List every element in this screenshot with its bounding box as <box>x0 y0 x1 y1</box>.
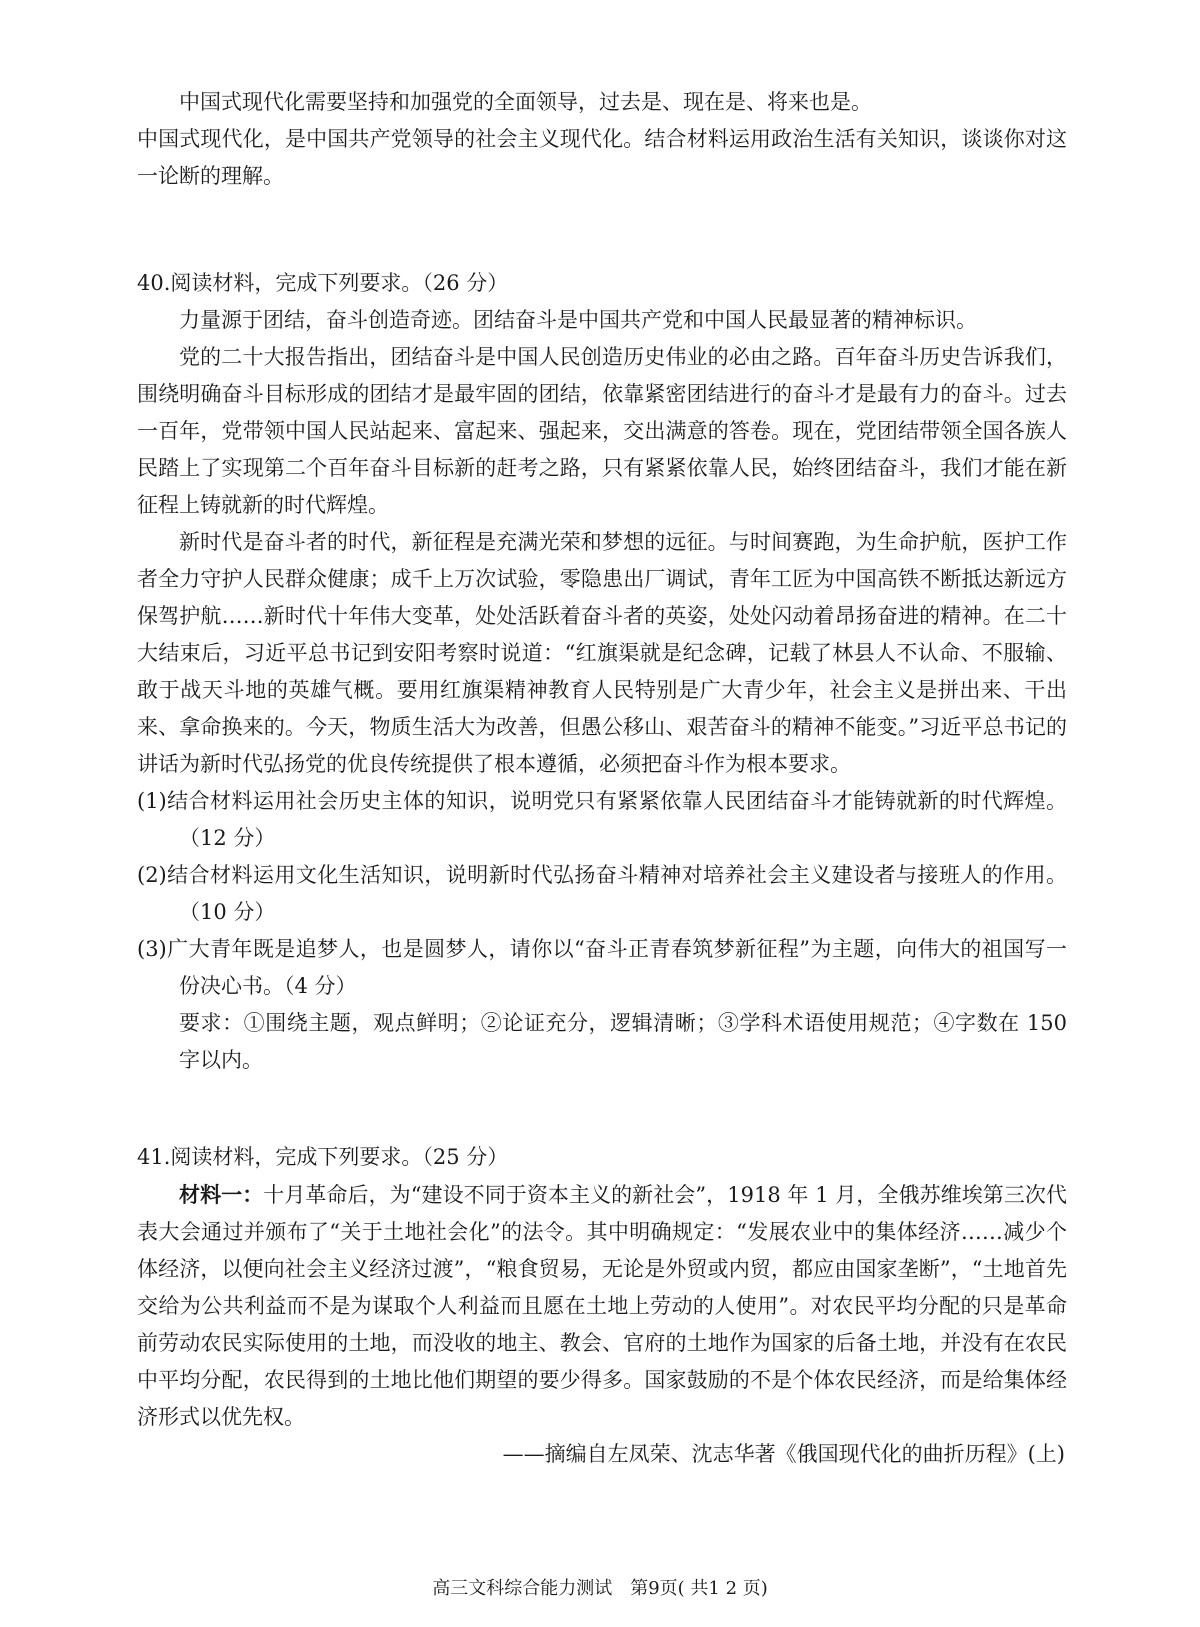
question-41-material-1 <box>137 1176 1067 1436</box>
question-40-requirement: 要求：①围绕主题，观点鲜明；②论证充分，逻辑清晰；③学科术语使用规范；④字数在 150 字以内。 <box>179 1011 1067 1072</box>
material-text: 十月革命后，为“建设不同于资本主义的新社会”，1918 年 1 月，全俄苏维埃第三次代表大会通过并颁布了“关于土地社会化”的法令。其中明确规定：“发展农业中的集体经济……减少个体经济，以便向社会主义经济过渡”，“粮食贸易，无论是外贸或内贸，都应由国家垄断”，“土地首先交给为公共利益而不是为谋取个人利益而且愿在土地上劳动的人使用”。对农民平均分配的只是革命前劳动农民实际使用的土地，而没收的地主、教会、官府的土地作为国家的后备土地，并没有在农民中平均分配，农民得到的土地比他们期望的要少得多。国家鼓励的不是个体农民经济，而是给集体经济形式以优先权。 <box>137 1183 1067 1429</box>
question-41 <box>137 1139 1067 1473</box>
page-footer: 高三文科综合能力测试 第9页( 共1 2 页) <box>432 1578 768 1599</box>
question-40-paragraph-3: 新时代是奋斗者的时代，新征程是充满光荣和梦想的远征。与时间赛跑，为生命护航，医护工作者全力守护人民群众健康；成千上万次试验，零隐患出厂调试，青年工匠为中国高铁不断抵达新远方保驾护航……新时代十年伟大变革，处处活跃着奋斗者的英姿，处处闪动着昂扬奋进的精神。在二十大结束后，习近平总书记到安阳考察时说道：“红旗渠就是纪念碑，记载了林县人不认命、不服输、敢于战天斗地的英雄气概。要用红旗渠精神教育人民特别是广大青少年，社会主义是拼出来、干出来、拿命换来的。今天，物质生活大为改善，但愚公移山、艰苦奋斗的精神不能变。”习近平总书记的讲话为新时代弘扬党的优良传统提供了根本遵循，必须把奋斗作为根本要求。 <box>137 530 1067 776</box>
question-40-paragraph-1: 力量源于团结，奋斗创造奇迹。团结奋斗是中国共产党和中国人民最显著的精神标识。 <box>179 308 977 332</box>
question-40-sub-2: (2)结合材料运用文化生活知识，说明新时代弘扬奋斗精神对培养社会主义建设者与接班人的作用。（10 分） <box>137 863 1067 924</box>
question-40 <box>137 265 1067 1079</box>
question-40-sub-1: (1)结合材料运用社会历史主体的知识，说明党只有紧紧依靠人民团结奋斗才能铸就新的时代辉煌。（12 分） <box>137 789 1067 850</box>
question-40-paragraph-2: 党的二十大报告指出，团结奋斗是中国人民创造历史伟业的必由之路。百年奋斗历史告诉我们，围绕明确奋斗目标形成的团结才是最牢固的团结，依靠紧密团结进行的奋斗才是最有力的奋斗。过去一百年，党带领中国人民站起来、富起来、强起来，交出满意的答卷。现在，党团结带领全国各族人民踏上了实现第二个百年奋斗目标新的赶考之路，只有紧紧依靠人民，始终团结奋斗，我们才能在新征程上铸就新的时代辉煌。 <box>137 345 1067 517</box>
material-source: ——摘编自左凤荣、沈志华著《俄国现代化的曲折历程》(上) <box>502 1442 1065 1466</box>
question-40-title: 40.阅读材料，完成下列要求。（26 分） <box>137 271 509 295</box>
material-label: 材料一： <box>179 1182 264 1207</box>
exam-page <box>137 84 1067 1473</box>
material-closing-line: 中国式现代化需要坚持和加强党的全面领导，过去是、现在是、将来也是。 <box>179 90 872 114</box>
answer-space <box>137 195 1067 265</box>
answer-space <box>137 1079 1067 1139</box>
question-40-sub-3: (3)广大青年既是追梦人，也是圆梦人，请你以“奋斗正青春筑梦新征程”为主题，向伟大的祖国写一份决心书。（4 分） <box>137 937 1067 998</box>
question-41-title: 41.阅读材料，完成下列要求。（25 分） <box>137 1145 509 1169</box>
question-39-prompt: 中国式现代化，是中国共产党领导的社会主义现代化。结合材料运用政治生活有关知识，谈谈你对这一论断的理解。 <box>137 127 1067 188</box>
